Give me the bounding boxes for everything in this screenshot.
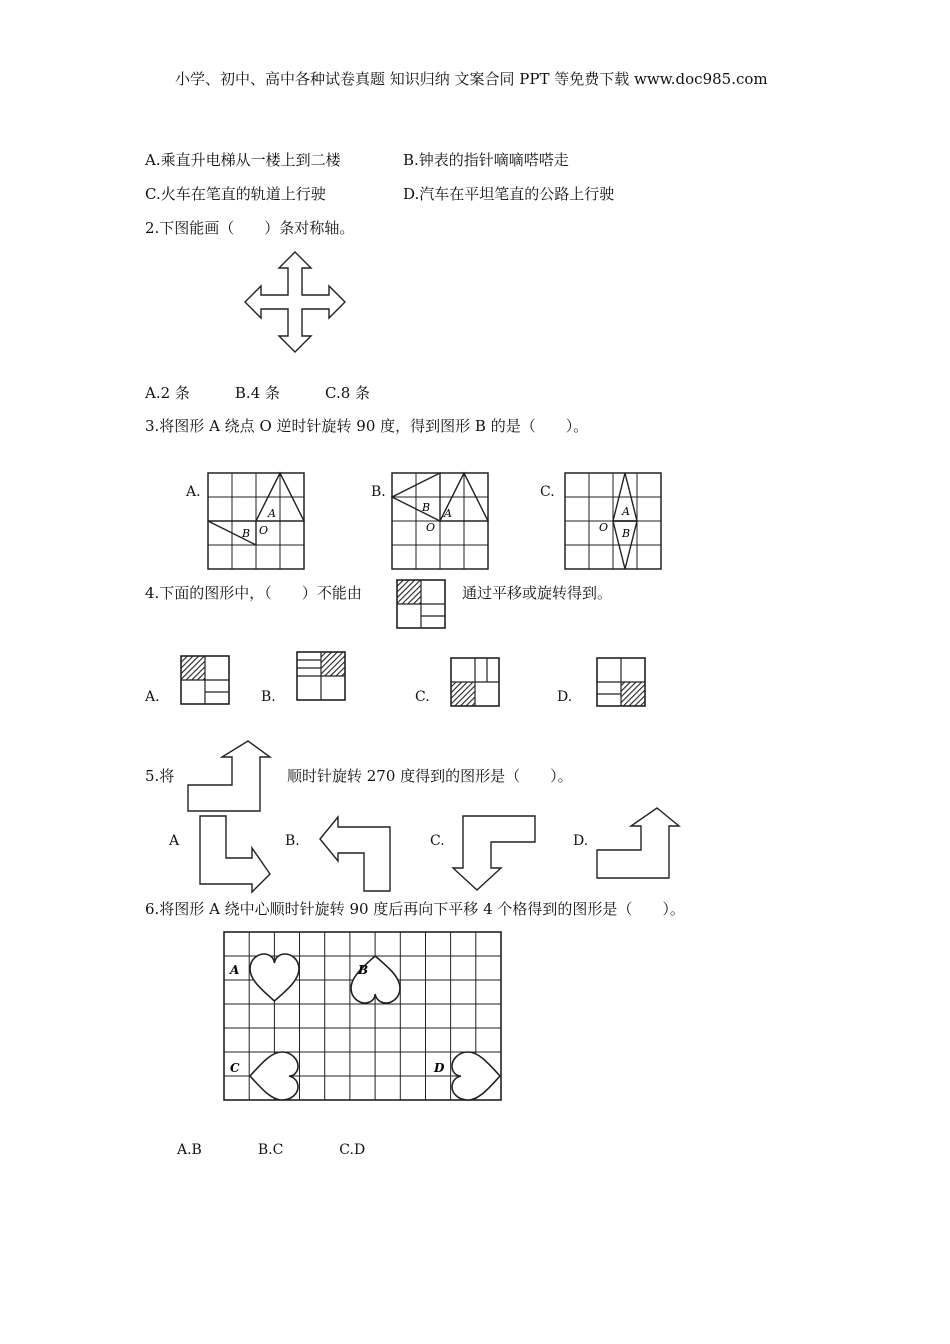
q4-stem-post: 通过平移或旋转得到。 [462, 584, 613, 602]
q5-stem-post: 顺时针旋转 270 度得到的图形是（ ）。 [287, 767, 573, 785]
heart-label-a: A [230, 963, 240, 977]
q1-option-b: B.钟表的指针嘀嘀嗒嗒走 [403, 151, 569, 169]
q3-mark-o: O [599, 521, 609, 534]
q2-stem: 2.下图能画（ ）条对称轴。 [145, 219, 355, 237]
heart-label-c: C [230, 1061, 240, 1075]
q4-label-c: C. [415, 689, 430, 705]
q3-stem: 3.将图形 A 绕点 O 逆时针旋转 90 度，得到图形 B 的是（ ）。 [145, 417, 589, 435]
q1-option-a: A.乘直升电梯从一楼上到二楼 [145, 151, 341, 169]
q3-mark-b: B [242, 527, 251, 540]
q5-label-b: B. [285, 833, 300, 849]
q5-option-c-arrow [453, 816, 535, 890]
heart-c [250, 1052, 298, 1100]
q5-stem-pre: 5.将 [145, 767, 175, 785]
q3-mark-a: A [268, 507, 276, 520]
four-arrow-cross-figure [245, 252, 345, 352]
heart-a [250, 954, 299, 1001]
q1-option-d: D.汽车在平坦笔直的公路上行驶 [403, 185, 615, 203]
q3-mark-a: A [444, 507, 452, 520]
q5-option-b-arrow [320, 817, 390, 891]
q4-option-a-tile [181, 656, 229, 704]
q4-option-b-tile [297, 652, 345, 700]
q3-mark-b: B [622, 527, 631, 540]
q4-option-c-tile [451, 658, 499, 706]
q4-reference-tile [397, 580, 445, 628]
q1-option-c: C.火车在笔直的轨道上行驶 [145, 185, 326, 203]
q5-label-c: C. [430, 833, 445, 849]
q3-mark-b: B [422, 501, 431, 514]
q2-options: A.2 条 B.4 条 C.8 条 [145, 384, 371, 402]
q6-stem: 6.将图形 A 绕中心顺时针旋转 90 度后再向下平移 4 个格得到的图形是（ ）。 [145, 900, 685, 918]
q5-label-a: A [169, 833, 180, 849]
heart-label-b: B [358, 963, 369, 977]
q3-label-b: B. [371, 484, 386, 500]
q5-option-d-arrow [597, 808, 681, 878]
q3-mark-a: A [622, 505, 630, 518]
q4-stem-pre: 4.下面的图形中，（ ）不能由 [145, 584, 362, 602]
q3-mark-o: O [426, 521, 436, 534]
q3-grid-b [392, 473, 488, 569]
q6-options: A.B B.C C.D [177, 1142, 366, 1158]
q3-grid-c [565, 473, 661, 569]
q5-option-a-arrow [200, 816, 270, 892]
q5-label-d: D. [573, 833, 589, 849]
heart-d [452, 1052, 500, 1100]
heart-label-d: D [434, 1061, 445, 1075]
q4-label-b: B. [261, 689, 276, 705]
q4-label-a: A. [145, 689, 160, 705]
q3-label-a: A. [186, 484, 201, 500]
q3-mark-o: O [259, 524, 269, 537]
q4-option-d-tile [597, 658, 645, 706]
q5-reference-l-arrow [188, 741, 270, 811]
page-header: 小学、初中、高中各种试卷真题 知识归纳 文案合同 PPT 等免费下载 www.doc985.com [175, 70, 768, 88]
q3-grid-a [208, 473, 304, 569]
q6-heart-grid [224, 932, 501, 1100]
q3-label-c: C. [540, 484, 555, 500]
q4-label-d: D. [557, 689, 573, 705]
